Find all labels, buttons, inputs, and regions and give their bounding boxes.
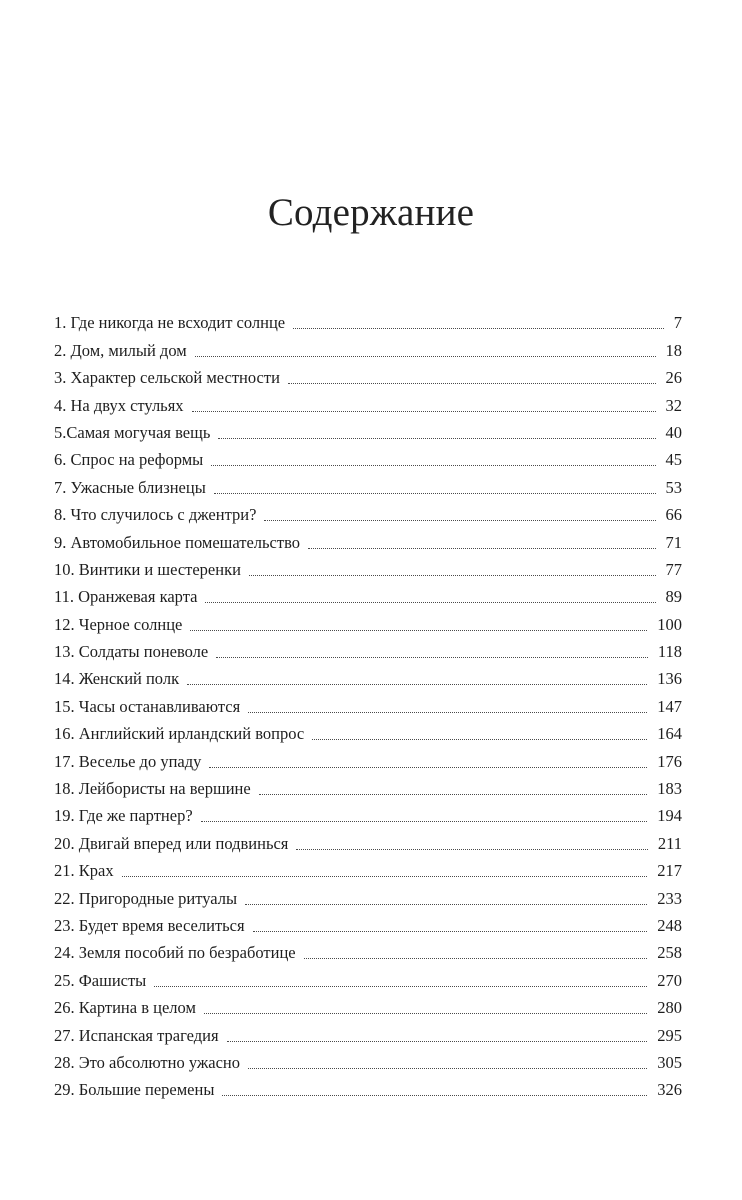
dot-leader [209,767,647,768]
entry-title: 13. Солдаты поневоле [54,642,209,662]
toc-entry [54,1046,682,1073]
entry-title: 29. Большие перемены [54,1080,215,1100]
toc-entry [54,498,682,525]
entry-title: 12. Черное солнце [54,614,183,634]
dot-leader [248,1068,647,1069]
entry-page-number: 326 [657,1080,682,1100]
entry-page-number: 89 [665,587,682,607]
toc-entry [54,689,682,716]
entry-page-number: 71 [665,532,682,552]
entry-title: 9. Автомобильное помешательство [54,532,301,552]
entry-page-number: 45 [665,450,682,470]
entry-page-number: 164 [657,724,682,744]
entry-title: 26. Картина в целом [54,998,196,1018]
entry-title: 25. Фашисты [54,970,147,990]
dot-leader [296,849,647,850]
toc-entry [54,909,682,936]
entry-title: 27. Испанская трагедия [54,1025,219,1045]
entry-page-number: 194 [657,806,682,826]
entry-title: 24. Земля пособий по безработице [54,943,296,963]
toc-entry [54,580,682,607]
dot-leader [187,684,647,685]
dot-leader [195,356,656,357]
toc-entry [54,799,682,826]
dot-leader [190,630,647,631]
dot-leader [253,931,648,932]
dot-leader [249,575,656,576]
dot-leader [192,411,656,412]
toc-entry [54,635,682,662]
toc-entry [54,1073,682,1100]
entry-title: 15. Часы останавливаются [54,696,241,716]
dot-leader [211,465,655,466]
toc-entry [54,525,682,552]
dot-leader [308,548,655,549]
toc-entry [54,772,682,799]
toc-entry [54,826,682,853]
entry-page-number: 7 [673,313,682,333]
dot-leader [154,986,647,987]
dot-leader [204,1013,647,1014]
toc-entry [54,963,682,990]
entry-page-number: 305 [657,1052,682,1072]
entry-page-number: 18 [665,340,682,360]
toc-entry [54,443,682,470]
dot-leader [216,657,648,658]
toc-entry [54,936,682,963]
entry-title: 20. Двигай вперед или подвинься [54,833,289,853]
dot-leader [248,712,647,713]
toc-entry [54,991,682,1018]
entry-page-number: 26 [665,368,682,388]
entry-title: 5.Самая могучая вещь [54,422,211,442]
page-title: Содержание [267,191,475,234]
dot-leader [214,493,656,494]
entry-page-number: 53 [665,477,682,497]
entry-page-number: 118 [657,642,682,662]
toc-entry [54,306,682,333]
toc-entry [54,854,682,881]
dot-leader [205,602,655,603]
entry-page-number: 66 [665,505,682,525]
dot-leader [227,1041,648,1042]
entry-title: 23. Будет время веселиться [54,915,245,935]
entry-title: 28. Это абсолютно ужасно [54,1052,241,1072]
dot-leader [245,904,647,905]
entry-title: 19. Где же партнер? [54,806,193,826]
entry-page-number: 217 [657,861,682,881]
entry-page-number: 183 [657,779,682,799]
entry-title: 14. Женский полк [54,669,180,689]
entry-page-number: 40 [665,422,682,442]
entry-page-number: 295 [657,1025,682,1045]
toc-entry [54,744,682,771]
entry-page-number: 32 [665,395,682,415]
entry-page-number: 147 [657,696,682,716]
dot-leader [304,958,648,959]
dot-leader [312,739,647,740]
dot-leader [222,1095,647,1096]
entry-page-number: 136 [657,669,682,689]
entry-title: 22. Пригородные ритуалы [54,888,238,908]
entry-page-number: 176 [657,751,682,771]
entry-page-number: 248 [657,915,682,935]
toc-entry [54,416,682,443]
entry-page-number: 233 [657,888,682,908]
entry-title: 17. Веселье до упаду [54,751,202,771]
entry-title: 16. Английский ирландский вопрос [54,724,305,744]
dot-leader [264,520,655,521]
entry-title: 6. Спрос на реформы [54,450,204,470]
entry-page-number: 258 [657,943,682,963]
toc-entry [54,388,682,415]
entry-title: 1. Где никогда не всходит солнце [54,313,286,333]
dot-leader [218,438,655,439]
entry-title: 21. Крах [54,861,114,881]
toc-entry [54,361,682,388]
toc-entry [54,1018,682,1045]
entry-page-number: 270 [657,970,682,990]
toc-entry [54,470,682,497]
entry-page-number: 280 [657,998,682,1018]
toc-entry [54,553,682,580]
dot-leader [288,383,656,384]
entry-title: 7. Ужасные близнецы [54,477,206,497]
entry-title: 8. Что случилось с джентри? [54,505,257,525]
dot-leader [201,821,648,822]
toc-entry [54,333,682,360]
entry-title: 3. Характер сельской местности [54,368,280,388]
entry-page-number: 211 [657,833,682,853]
dot-leader [259,794,648,795]
toc-entry [54,607,682,634]
dot-leader [122,876,648,877]
entry-title: 11. Оранжевая карта [54,587,198,607]
entry-page-number: 100 [657,614,682,634]
toc-entry [54,881,682,908]
entry-title: 4. На двух стульях [54,395,184,415]
toc-entry [54,662,682,689]
table-of-contents [54,306,682,1100]
toc-entry [54,717,682,744]
dot-leader [293,328,664,329]
entry-page-number: 77 [665,559,682,579]
entry-title: 2. Дом, милый дом [54,340,187,360]
entry-title: 18. Лейбористы на вершине [54,779,251,799]
entry-title: 10. Винтики и шестеренки [54,559,241,579]
